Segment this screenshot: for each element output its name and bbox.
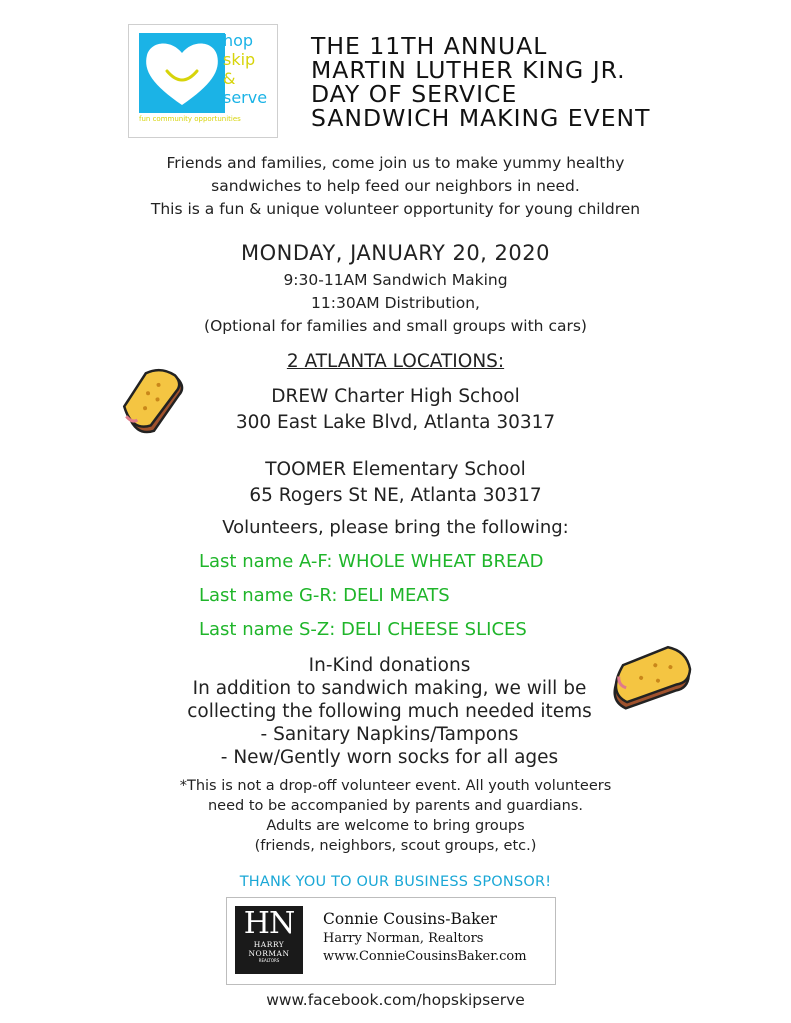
facebook-link[interactable]: www.facebook.com/hopskipserve <box>266 991 525 1009</box>
event-title <box>311 34 650 130</box>
event-date: MONDAY, JANUARY 20, 2020 <box>241 241 550 265</box>
sponsor-company: Harry Norman, Realtors <box>323 931 484 946</box>
time-distribution: 11:30AM Distribution, <box>311 294 480 312</box>
sandwich-icon <box>114 366 196 438</box>
logo-word-skip: skip <box>223 50 256 69</box>
donations-line-2: In addition to sandwich making, we will be <box>192 678 587 699</box>
donations-item-socks: - New/Gently worn socks for all ages <box>220 747 559 768</box>
logo-tagline: fun community opportunities <box>139 115 241 123</box>
logo-word-hop: hop <box>223 31 254 50</box>
title-line-4: SANDWICH MAKING EVENT <box>311 104 651 132</box>
donations-item-napkins: - Sanitary Napkins/Tampons <box>260 724 519 745</box>
time-optional-note: (Optional for families and small groups with cars) <box>204 317 587 335</box>
hop-skip-serve-logo <box>128 24 278 138</box>
logo-word-ampersand: & <box>223 69 236 88</box>
donations-line-3: collecting the following much needed items <box>187 701 592 722</box>
donations-heading: In-Kind donations <box>308 655 471 676</box>
harry-norman-logo <box>235 906 303 974</box>
note-line-3: Adults are welcome to bring groups <box>266 818 525 834</box>
volunteer-note <box>0 776 791 856</box>
sponsor-name: Connie Cousins-Baker <box>323 910 498 928</box>
note-line-4: (friends, neighbors, scout groups, etc.) <box>254 838 537 854</box>
bring-heading: Volunteers, please bring the following: <box>222 517 569 538</box>
hn-logo-norman: NORMAN <box>248 949 290 958</box>
location-drew-address: 300 East Lake Blvd, Atlanta 30317 <box>235 412 556 433</box>
hn-initials: HN <box>243 906 295 941</box>
logo-word-serve: serve <box>223 88 268 107</box>
location-drew-name: DREW Charter High School <box>271 386 520 407</box>
sponsor-website: www.ConnieCousinsBaker.com <box>323 949 527 964</box>
location-toomer <box>0 457 791 509</box>
note-line-1: *This is not a drop-off volunteer event. All youth volunteers <box>179 778 612 794</box>
location-toomer-name: TOOMER Elementary School <box>265 459 526 480</box>
heart-smile-icon <box>139 33 225 113</box>
location-toomer-address: 65 Rogers St NE, Atlanta 30317 <box>249 485 542 506</box>
intro-line-3: This is a fun & unique volunteer opportunity for young children <box>150 200 641 218</box>
sponsor-thanks: THANK YOU TO OUR BUSINESS SPONSOR! <box>239 874 552 890</box>
title-line-1: THE 11TH ANNUAL <box>311 32 548 60</box>
event-times <box>0 269 791 338</box>
intro-line-2: sandwiches to help feed our neighbors in need. <box>211 177 580 195</box>
intro-text <box>0 152 791 221</box>
bring-item-bread: Last name A-F: WHOLE WHEAT BREAD <box>199 551 544 572</box>
hn-logo-harry: HARRY <box>253 940 285 949</box>
locations-heading: 2 ATLANTA LOCATIONS: <box>286 351 505 372</box>
bring-item-meats: Last name G-R: DELI MEATS <box>199 585 450 606</box>
title-line-3: DAY OF SERVICE <box>311 80 518 108</box>
sandwich-icon <box>606 636 698 730</box>
title-line-2: MARTIN LUTHER KING JR. <box>311 56 626 84</box>
time-sandwich-making: 9:30-11AM Sandwich Making <box>283 271 508 289</box>
note-line-2: need to be accompanied by parents and guardians. <box>207 798 584 814</box>
hn-logo-realtors: REALTORS <box>258 958 280 963</box>
sponsor-card <box>226 897 556 985</box>
intro-line-1: Friends and families, come join us to make yummy healthy <box>166 154 625 172</box>
bring-item-cheese: Last name S-Z: DELI CHEESE SLICES <box>199 619 527 640</box>
